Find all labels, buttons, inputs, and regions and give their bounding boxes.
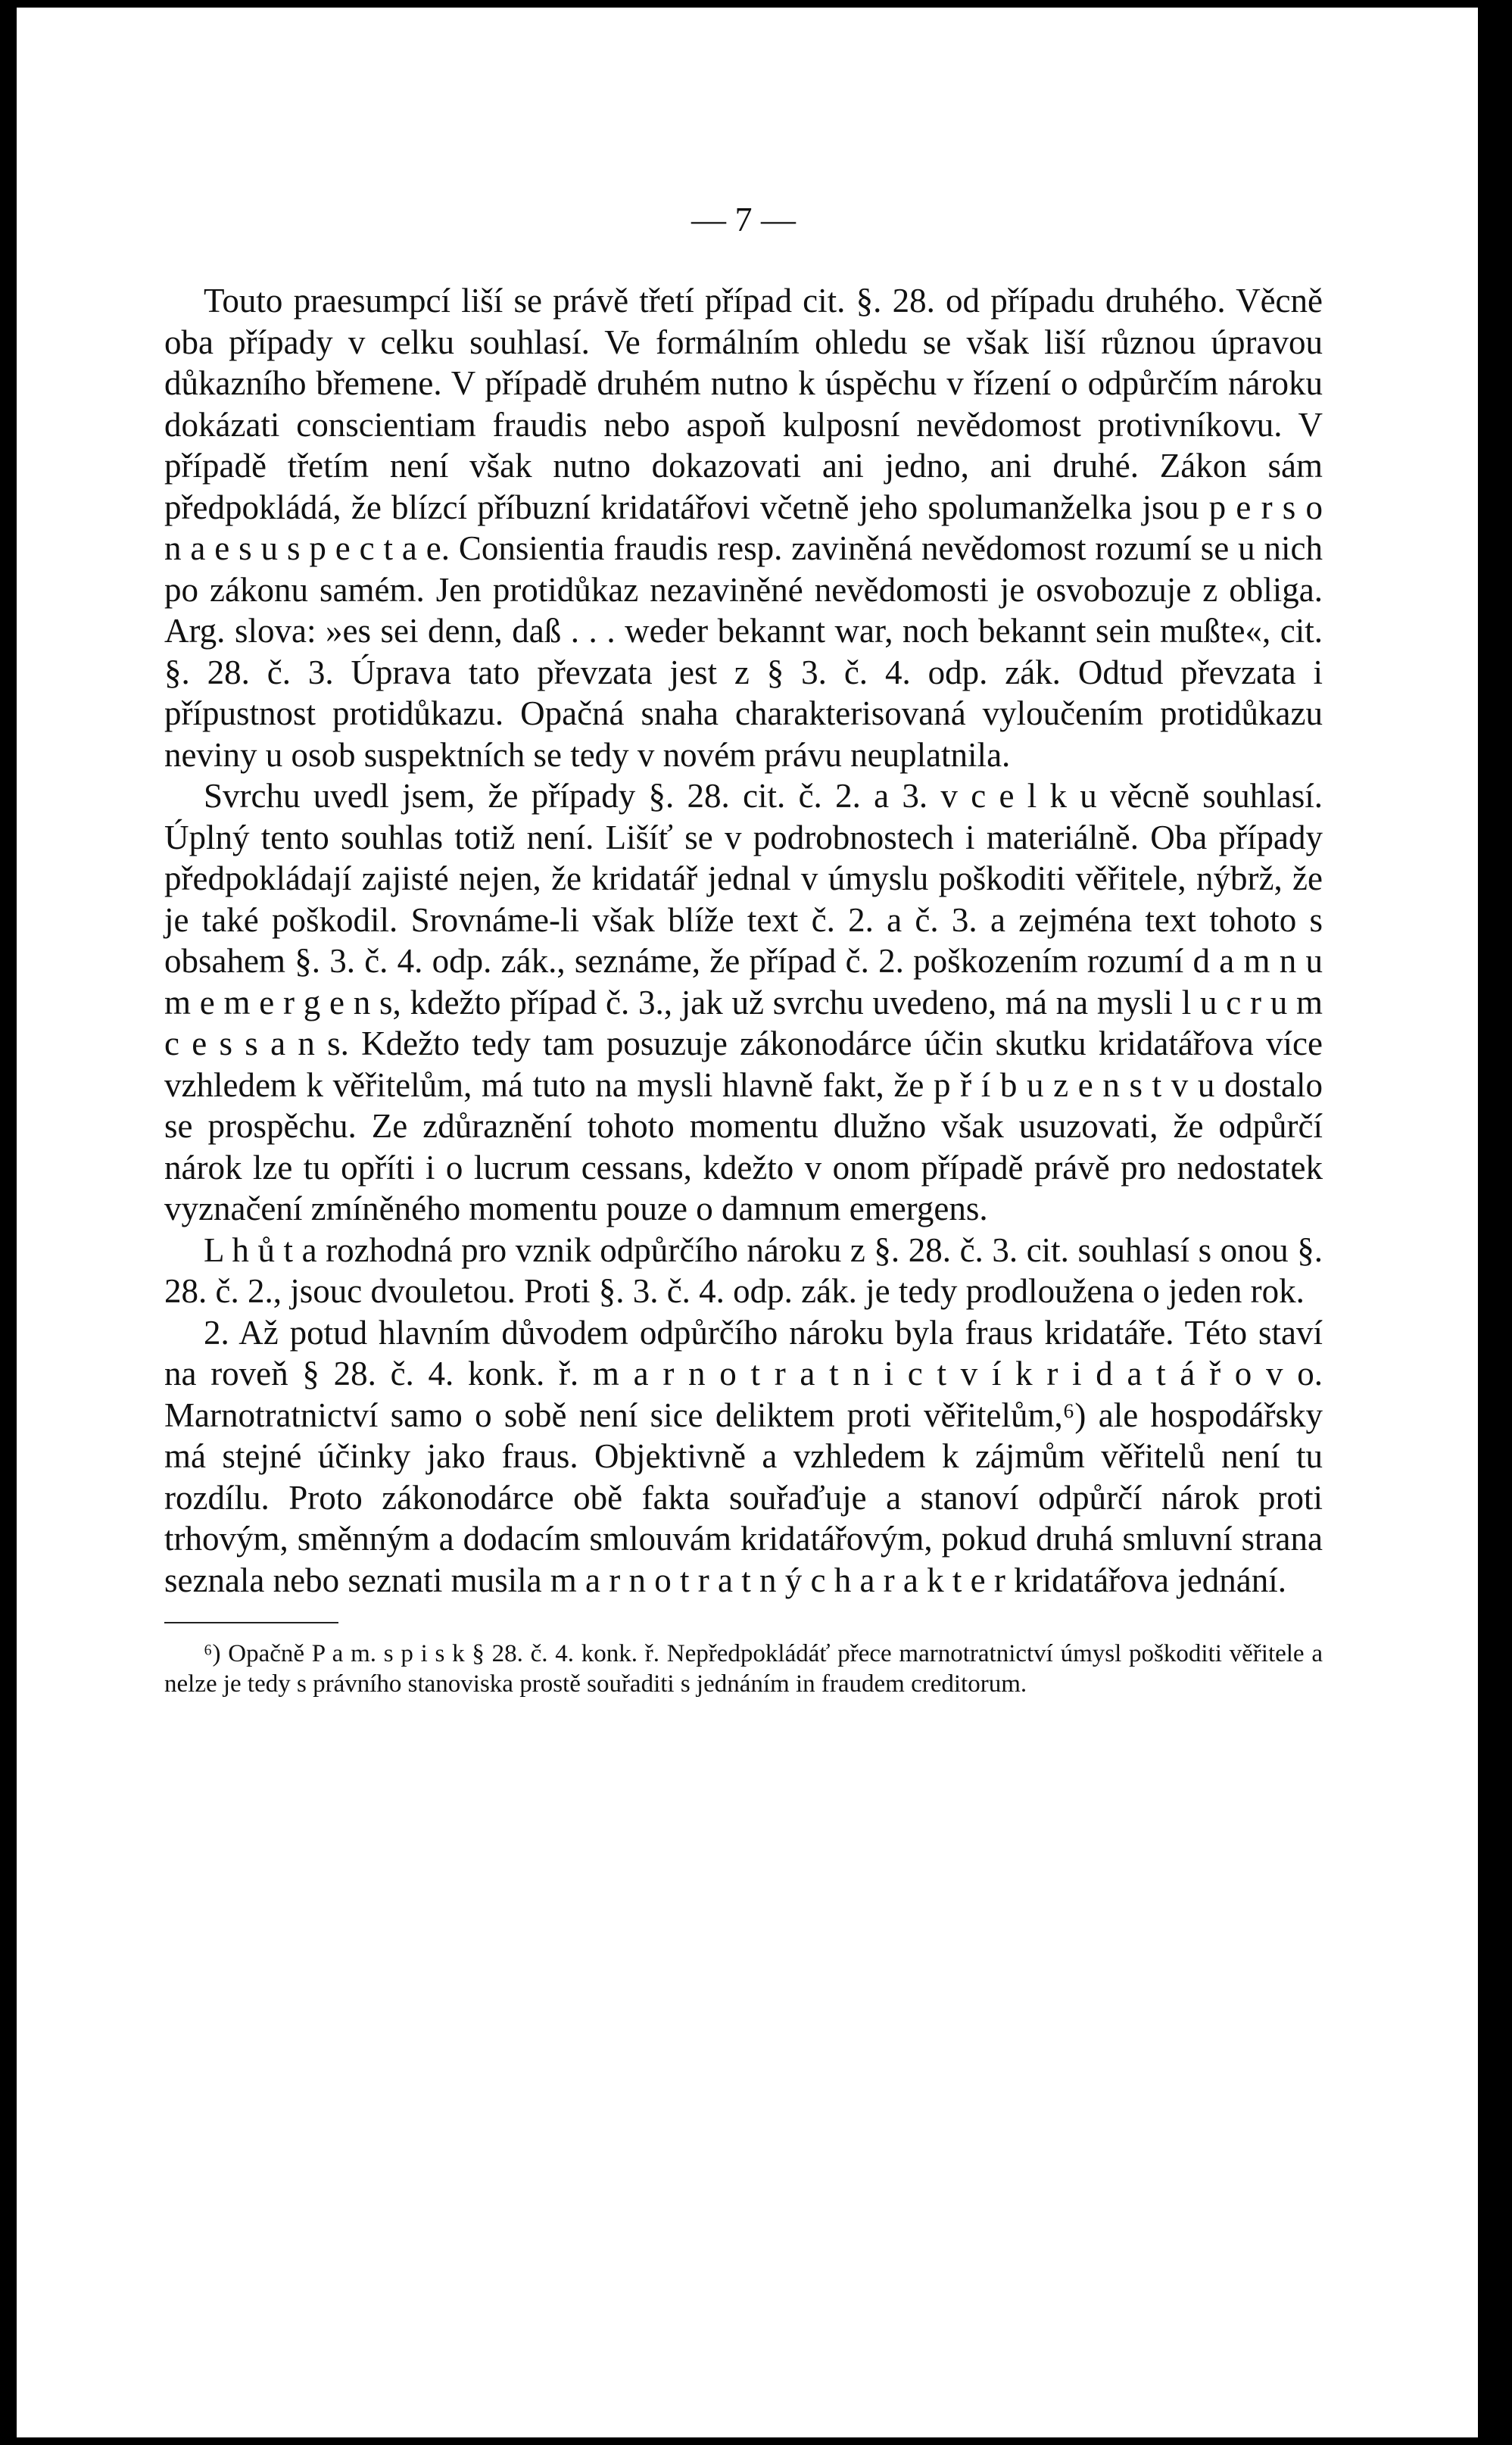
footnote-divider	[164, 1622, 338, 1623]
paragraph-2: Svrchu uvedl jsem, že případy §. 28. cit. č. 2. a 3. v c e l k u věcně souhlasí. Úplný tento souhlas totiž není. Lišíť se v podrobnostech i materiálně. Oba případy předpokládají zajisté nejen, že kridatář jednal v úmyslu poškoditi věřitele, nýbrž, že je také poškodil. Srovnáme-li však blíže text č. 2. a č. 3. a zejména text tohoto s obsahem §. 3. č. 4. odp. zák., seznáme, že případ č. 2. poškozením rozumí d a m n u m e m e r g e n s, kdežto případ č. 3., jak už svrchu uvedeno, má na mysli l u c r u m c e s s a n s. Kdežto tedy tam posuzuje zákonodárce účin skutku kridatářova více vzhledem k věřitelům, má tuto na mysli hlavně fakt, že p ř í b u z e n s t v u dostalo se prospěchu. Ze zdůraznění tohoto momentu dlužno však usuzovati, že odpůrčí nárok lze tu opříti i o lucrum cessans, kdežto v onom případě právě pro nedostatek vyznačení zmíněného momentu pouze o damnum emergens.	[164, 777, 1323, 1227]
footnote	[164, 1639, 1323, 1699]
paragraph-3: L h ů t a rozhodná pro vznik odpůrčího nároku z §. 28. č. 3. cit. souhlasí s onou §. 28. č. 2., jsouc dvouletou. Proti §. 3. č. 4. odp. zák. je tedy prodloužena o jeden rok.	[164, 1230, 1323, 1310]
text-block	[164, 197, 1323, 1699]
paragraph-1: Touto praesumpcí liší se právě třetí případ cit. §. 28. od případu druhého. Věcně oba případy v celku souhlasí. Ve formálním ohledu se však liší různou úpravou důkazního břemene. V případě druhém nutno k úspěchu v řízení o odpůrčím nároku dokázati conscientiam fraudis nebo aspoň kulposní nevědomost protivníkovu. V případě třetím není však nutno dokazovati ani jedno, ani druhé. Zákon sám předpokládá, že blízcí příbuzní kridatářovi včetně jeho spolumanželka jsou p e r s o n a e s u s p e c t a e. Consientia fraudis resp. zaviněná nevědomost rozumí se u nich po zákonu samém. Jen protidůkaz nezaviněné nevědomosti je osvobozuje z obliga. Arg. slova: »es sei denn, daß . . . weder bekannt war, noch bekannt sein mußte«, cit. §. 28. č. 3. Úprava tato převzata jest z § 3. č. 4. odp. zák. Odtud převzata i přípustnost protidůkazu. Opačná snaha charakterisovaná vyloučením protidůkazu neviny u osob suspektních se tedy v novém právu neuplatnila.	[164, 282, 1323, 774]
paragraph-4: 2. Až potud hlavním důvodem odpůrčího nároku byla fraus kridatáře. Této staví na roveň § 28. č. 4. konk. ř. m a r n o t r a t n i c t v í k r i d a t á ř o v o. Marnotratnictví samo o sobě není sice deliktem proti věřitelům,⁶) ale hospodářsky má stejné účinky jako fraus. Objektivně a vzhledem k zájmům věřitelů není tu rozdílu. Proto zákonodárce obě fakta souřaďuje a stanoví odpůrčí nárok proti trhovým, směnným a dodacím smlouvám kridatářovým, pokud druhá smluvní strana seznala nebo seznati musila m a r n o t r a t n ý c h a r a k t e r kridatářova jednání.	[164, 1313, 1323, 1599]
page-number: — 7 —	[691, 200, 796, 239]
document-page	[17, 8, 1478, 2437]
body-text	[164, 280, 1323, 1601]
footnote-text: ⁶) Opačně P a m. s p i s k § 28. č. 4. konk. ř. Nepředpokládáť přece marnotratnictví úmysl poškoditi věřitele a nelze je tedy s právního stanoviska prostě souřaditi s jednáním in fraudem creditorum.	[164, 1640, 1323, 1698]
